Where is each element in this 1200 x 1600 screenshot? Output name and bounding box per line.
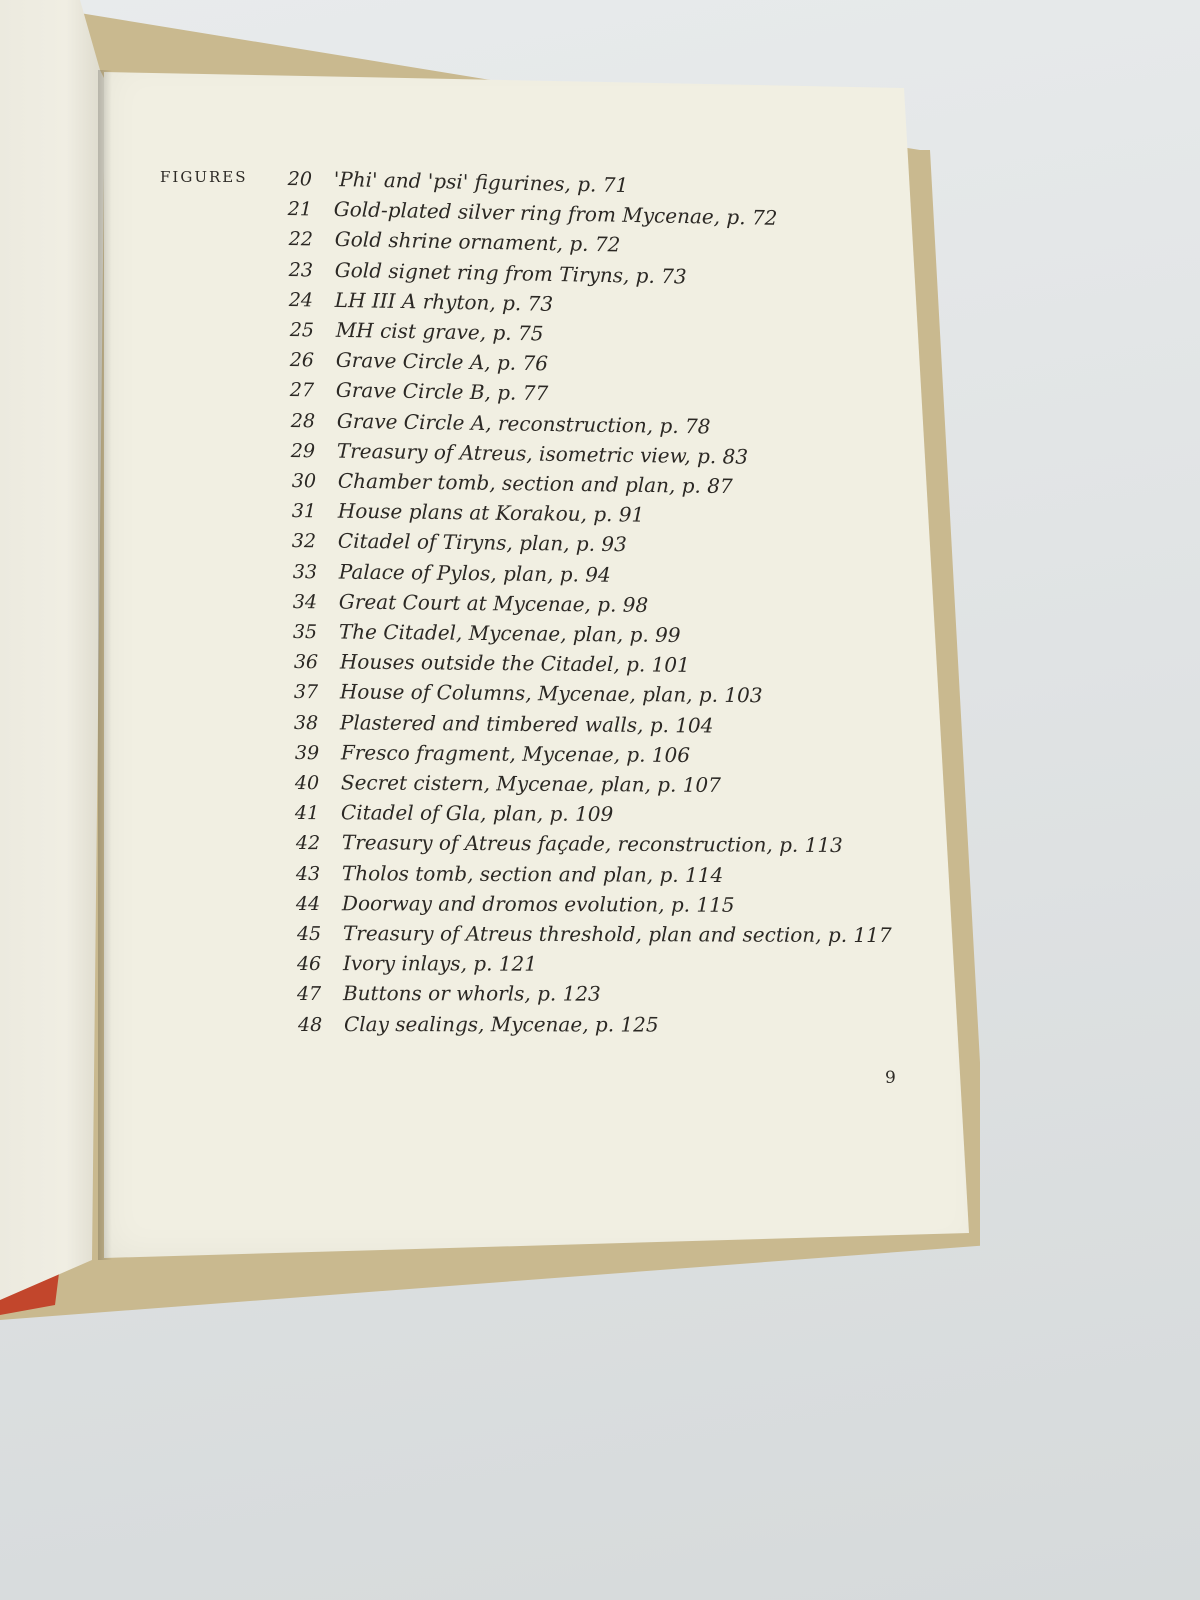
page-number: 9 xyxy=(885,1068,896,1088)
figure-caption: Buttons or whorls, p. 123 xyxy=(343,981,602,1007)
figure-number: 48 xyxy=(297,1013,322,1036)
figure-caption: MH cist grave, p. 75 xyxy=(335,317,544,346)
figure-number: 20 xyxy=(287,168,313,191)
figure-number: 31 xyxy=(291,500,317,523)
figure-number: 30 xyxy=(291,470,316,493)
figure-number: 26 xyxy=(289,349,315,372)
figure-caption: Plastered and timbered walls, p. 104 xyxy=(340,709,714,738)
figure-number: 39 xyxy=(294,741,319,764)
figure-number: 40 xyxy=(294,772,320,795)
figure-caption: House plans at Korakou, p. 91 xyxy=(337,498,645,527)
figure-caption: House of Columns, Mycenae, plan, p. 103 xyxy=(339,679,763,708)
figure-caption: Grave Circle A, p. 76 xyxy=(335,347,549,376)
figure-number: 35 xyxy=(293,621,318,644)
figure-caption: Doorway and dromos evolution, p. 115 xyxy=(342,890,735,917)
figure-number: 46 xyxy=(297,953,322,976)
figure-number: 34 xyxy=(292,590,318,614)
figure-caption: Treasury of Atreus, isometric view, p. 83 xyxy=(336,438,749,469)
figure-caption: Gold-plated silver ring from Mycenae, p. 72 xyxy=(333,197,778,231)
figure-number: 22 xyxy=(288,228,313,251)
figure-number: 45 xyxy=(296,923,321,946)
figure-number: 24 xyxy=(288,288,314,312)
figure-caption: Palace of Pylos, plan, p. 94 xyxy=(338,559,611,587)
figure-number: 41 xyxy=(295,802,320,825)
figure-number: 42 xyxy=(295,832,320,855)
figure-number: 37 xyxy=(293,681,319,704)
figure-caption: Secret cistern, Mycenae, plan, p. 107 xyxy=(340,770,722,797)
figure-caption: Citadel of Gla, plan, p. 109 xyxy=(341,800,614,827)
figure-number: 44 xyxy=(296,892,321,915)
figure-number: 36 xyxy=(293,651,318,674)
figure-number: 29 xyxy=(290,439,316,463)
figure-caption: Gold shrine ornament, p. 72 xyxy=(334,227,621,257)
figure-caption: Chamber tomb, section and plan, p. 87 xyxy=(337,468,733,499)
figure-caption: Clay sealings, Mycenae, p. 125 xyxy=(343,1011,659,1037)
figure-caption: Houses outside the Citadel, p. 101 xyxy=(339,649,690,678)
figure-caption: 'Phi' and 'psi' figurines, p. 71 xyxy=(333,166,629,198)
figure-number: 33 xyxy=(292,560,317,583)
figure-caption: Gold signet ring from Tiryns, p. 73 xyxy=(334,257,687,289)
figure-caption: Treasury of Atreus façade, reconstruction, p. 113 xyxy=(341,830,843,858)
figure-caption: Great Court at Mycenae, p. 98 xyxy=(338,589,649,617)
figure-caption: Grave Circle B, p. 77 xyxy=(336,378,549,406)
figure-caption: Ivory inlays, p. 121 xyxy=(343,951,538,976)
figure-caption: Treasury of Atreus threshold, plan and section, p. 117 xyxy=(342,921,892,948)
figure-caption: Grave Circle A, reconstruction, p. 78 xyxy=(336,408,711,439)
section-label: FIGURES xyxy=(160,168,248,186)
figure-caption: Fresco fragment, Mycenae, p. 106 xyxy=(340,740,690,767)
figure-caption: Tholos tomb, section and plan, p. 114 xyxy=(341,860,724,887)
figure-caption: LH III A rhyton, p. 73 xyxy=(334,287,554,316)
figure-number: 23 xyxy=(288,258,314,282)
figure-number: 21 xyxy=(287,198,313,221)
figure-number: 43 xyxy=(295,862,321,885)
figure-number: 27 xyxy=(290,379,315,402)
figure-number: 25 xyxy=(289,319,314,342)
figure-number: 28 xyxy=(290,409,315,432)
figure-number: 38 xyxy=(294,711,319,734)
figure-number: 47 xyxy=(297,983,322,1006)
figure-caption: The Citadel, Mycenae, plan, p. 99 xyxy=(339,619,681,648)
figure-caption: Citadel of Tiryns, plan, p. 93 xyxy=(337,528,628,557)
figure-number: 32 xyxy=(291,530,317,553)
